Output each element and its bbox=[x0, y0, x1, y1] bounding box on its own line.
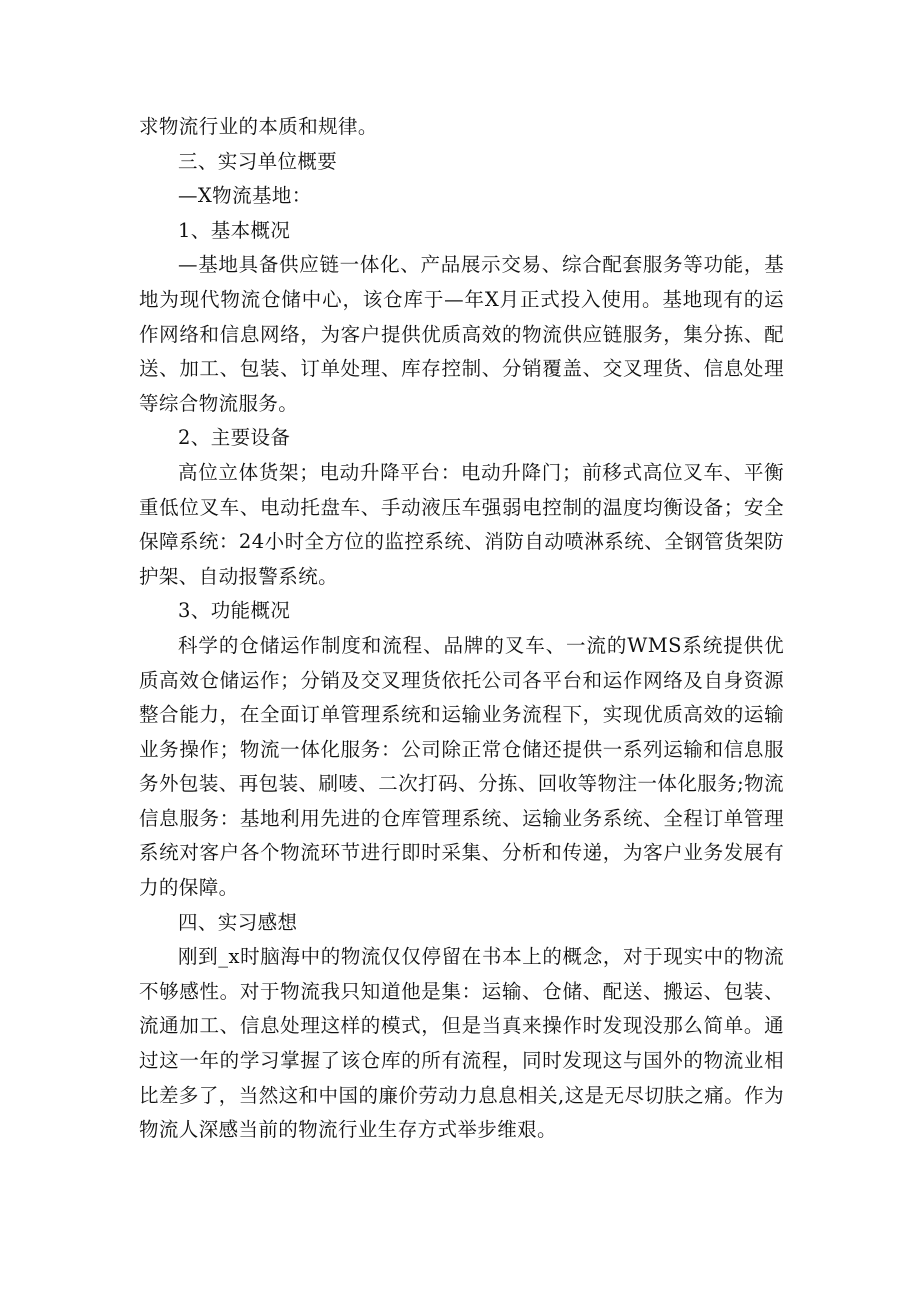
paragraph-basic-overview: —基地具备供应链一体化、产品展示交易、综合配套服务等功能，基地为现代物流仓储中心，该仓库于—年X月正式投入使用。基地现有的运作网络和信息网络，为客户提供优质高效的物流供应链服务，集分拣、配送、加工、包装、订单处理、库存控制、分销覆盖、交叉理货、信息处理等综合物流服务。 bbox=[139, 253, 784, 415]
paragraph-continuation: 求物流行业的本质和规律。 bbox=[139, 115, 378, 138]
paragraph-main-equipment: 高位立体货架；电动升降平台：电动升降门；前移式高位叉车、平衡重低位叉车、电动托盘车、手动液压车强弱电控制的温度均衡设备；安全保障系统：24小时全方位的监控系统、消防自动喷淋系统、全钢管货架防护架、自动报警系统。 bbox=[139, 460, 784, 588]
section-heading-reflections: 四、实习感想 bbox=[178, 910, 298, 934]
subheading-main-equipment: 2、主要设备 bbox=[178, 426, 291, 450]
paragraph-reflections: 刚到_x时脑海中的物流仅仅停留在书本上的概念，对于现实中的物流不够感性。对于物流我只知道他是集：运输、仓储、配送、搬运、包装、流通加工、信息处理这样的模式，但是当真来操作时发现没那么简单。通过这一年的学习掌握了该仓库的所有流程，同时发现这与国外的物流业相比差多了，当然这和中国的廉价劳动力息息相关,这是无尽切肤之痛。作为物流人深感当前的物流行业生存方式举步维艰。 bbox=[139, 945, 784, 1142]
subheading-function-overview: 3、功能概况 bbox=[178, 599, 291, 623]
base-name-line: —X物流基地： bbox=[178, 184, 312, 208]
subheading-basic-overview: 1、基本概况 bbox=[178, 218, 291, 242]
document-body bbox=[139, 110, 784, 1148]
section-heading-unit-overview: 三、实习单位概要 bbox=[178, 149, 338, 173]
paragraph-function-overview: 科学的仓储运作制度和流程、品牌的叉车、一流的WMS系统提供优质高效仓储运作；分销及交叉理货依托公司各平台和运作网络及自身资源整合能力，在全面订单管理系统和运输业务流程下，实现优质高效的运输业务操作；物流一体化服务：公司除正常仓储还提供一系列运输和信息服务外包装、再包装、刷唛、二次打码、分拣、回收等物注一体化服务;物流信息服务：基地利用先进的仓库管理系统、运输业务系统、全程订单管理系统对客户各个物流环节进行即时采集、分析和传递，为客户业务发展有力的保障。 bbox=[139, 633, 784, 900]
